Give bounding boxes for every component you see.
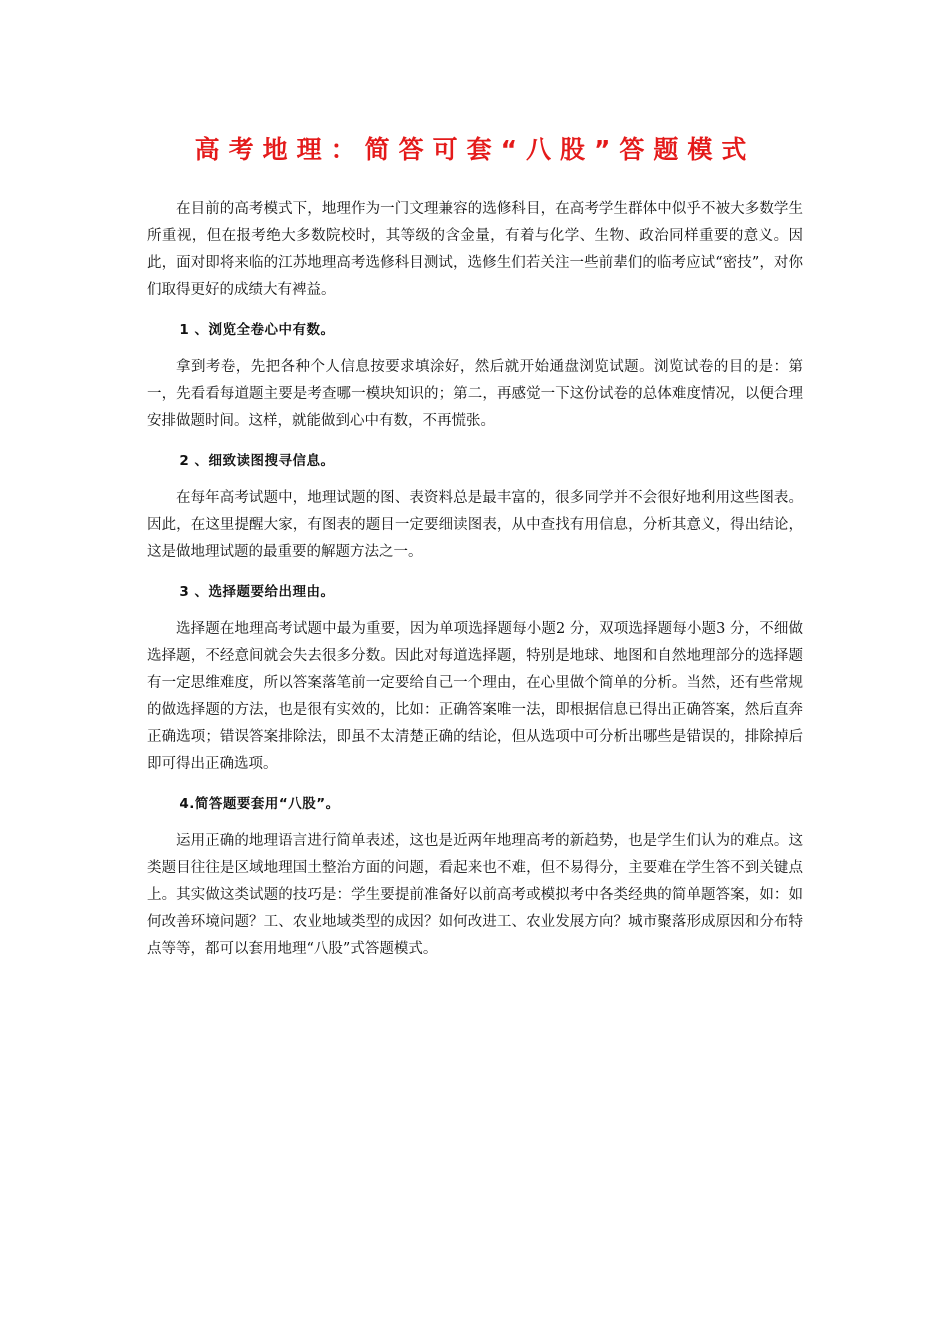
section-heading-2: 2 、细致读图搜寻信息。: [179, 453, 335, 469]
document-page: [147, 128, 803, 963]
section-heading-1: 1 、浏览全卷心中有数。: [179, 322, 335, 338]
document-title: 高考地理：简答可套“八股”答题模式: [194, 135, 756, 164]
intro-paragraph: 在目前的高考模式下，地理作为一门文理兼容的选修科目，在高考学生群体中似乎不被大多数学生所重视，但在报考绝大多数院校时，其等级的含金量，有着与化学、生物、政治同样重要的意义。因此，面对即将来临的江苏地理高考选修科目测试，选修生们若关注一些前辈们的临考应试“密技”，对你们取得更好的成绩大有裨益。: [147, 201, 803, 298]
section-body-1: 拿到考卷，先把各种个人信息按要求填涂好，然后就开始通盘浏览试题。浏览试卷的目的是：第一，先看看每道题主要是考查哪一模块知识的；第二，再感觉一下这份试卷的总体难度情况，以便合理安排做题时间。这样，就能做到心中有数，不再慌张。: [147, 359, 803, 429]
section-body-2: 在每年高考试题中，地理试题的图、表资料总是最丰富的，很多同学并不会很好地利用这些图表。因此，在这里提醒大家，有图表的题目一定要细读图表，从中查找有用信息，分析其意义，得出结论，这是做地理试题的最重要的解题方法之一。: [147, 490, 803, 560]
section-body-3: 选择题在地理高考试题中最为重要，因为单项选择题每小题2 分，双项选择题每小题3 分，不细做选择题，不经意间就会失去很多分数。因此对每道选择题，特别是地球、地图和自然地理部分的选择题有一定思维难度，所以答案落笔前一定要给自己一个理由，在心里做个简单的分析。当然，还有些常规的做选择题的方法，也是很有实效的，比如：正确答案唯一法，即根据信息已得出正确答案，然后直奔正确选项；错误答案排除法，即虽不太清楚正确的结论，但从选项中可分析出哪些是错误的，排除掉后即可得出正确选项。: [147, 621, 803, 772]
section-body-4: 运用正确的地理语言进行简单表述，这也是近两年地理高考的新趋势，也是学生们认为的难点。这类题目往往是区域地理国土整治方面的问题，看起来也不难，但不易得分，主要难在学生答不到关键点上。其实做这类试题的技巧是：学生要提前准备好以前高考或模拟考中各类经典的简单题答案，如：如何改善环境问题？工、农业地域类型的成因？如何改进工、农业发展方向？城市聚落形成原因和分布特点等等，都可以套用地理“八股”式答题模式。: [147, 833, 803, 957]
section-heading-3: 3 、选择题要给出理由。: [179, 584, 335, 600]
section-heading-4: 4.简答题要套用“八股”。: [179, 796, 340, 812]
